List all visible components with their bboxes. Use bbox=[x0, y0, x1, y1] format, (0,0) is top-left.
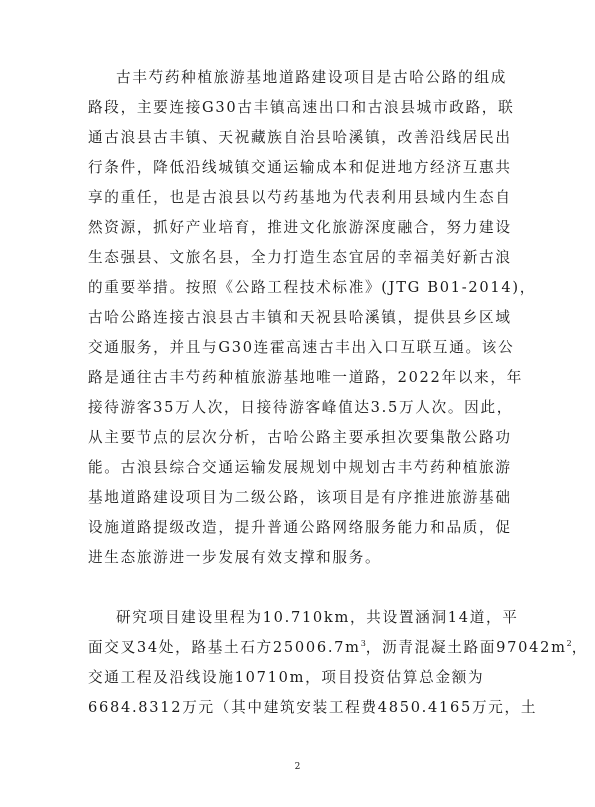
text-segment: 面交叉34处，路基土石方25006.7m bbox=[88, 639, 361, 656]
paragraph-line: 基地道路建设项目为二级公路，该项目是有序推进旅游基础 bbox=[88, 489, 512, 506]
text-segment: ， bbox=[571, 639, 589, 656]
paragraph-line-with-units bbox=[88, 633, 589, 663]
paragraph-project-overview bbox=[88, 63, 537, 573]
superscript-square: 2 bbox=[566, 639, 572, 648]
paragraph-line: 能。古浪县综合交通运输发展规划中规划古丰芍药种植旅游 bbox=[88, 459, 512, 476]
paragraph-line: 从主要节点的层次分析，古哈公路主要承担次要集散公路功 bbox=[88, 429, 512, 446]
paragraph-line: 研究项目建设里程为10.710km，共设置涵洞14道，平 bbox=[116, 609, 519, 626]
paragraph-project-scale bbox=[88, 603, 589, 723]
paragraph-line: 6684.8312万元（其中建筑安装工程费4850.4165万元，土 bbox=[88, 699, 538, 716]
paragraph-line: 的重要举措。按照《公路工程技术标准》(JTG B01-2014)， bbox=[88, 279, 537, 296]
paragraph-line: 路是通往古丰芍药种植旅游基地唯一道路，2022年以来，年 bbox=[88, 369, 523, 386]
paragraph-line: 享的重任，也是古浪县以芍药基地为代表利用县域内生态自 bbox=[88, 189, 512, 206]
paragraph-line: 路段，主要连接G30古丰镇高速出口和古浪县城市政路，联 bbox=[88, 99, 515, 116]
text-segment: ，沥青混凝土路面97042m bbox=[365, 639, 567, 656]
paragraph-line: 进生态旅游进一步发展有效支撑和服务。 bbox=[88, 549, 382, 566]
paragraph-line: 交通工程及沿线设施10710m，项目投资估算总金额为 bbox=[88, 669, 485, 686]
paragraph-line: 接待游客35万人次，日接待游客峰值达3.5万人次。因此， bbox=[88, 399, 514, 416]
paragraph-line: 设施道路提级改造，提升普通公路网络服务能力和品质，促 bbox=[88, 519, 512, 536]
paragraph-line: 行条件，降低沿线城镇交通运输成本和促进地方经济互惠共 bbox=[88, 159, 512, 176]
paragraph-line: 古哈公路连接古浪县古丰镇和天祝县哈溪镇，提供县乡区域 bbox=[88, 309, 512, 326]
paragraph-line: 古丰芍药种植旅游基地道路建设项目是古哈公路的组成 bbox=[116, 69, 508, 86]
page-number: 2 bbox=[294, 762, 301, 772]
paragraph-line: 交通服务，并且与G30连霍高速古丰出入口互联互通。该公 bbox=[88, 339, 515, 356]
superscript-cubic: 3 bbox=[360, 639, 366, 648]
paragraph-line: 然资源，抓好产业培育，推进文化旅游深度融合，努力建设 bbox=[88, 219, 512, 236]
paragraph-line: 通古浪县古丰镇、天祝藏族自治县哈溪镇，改善沿线居民出 bbox=[88, 129, 512, 146]
paragraph-line: 生态强县、文旅名县，全力打造生态宜居的幸福美好新古浪 bbox=[88, 249, 512, 266]
